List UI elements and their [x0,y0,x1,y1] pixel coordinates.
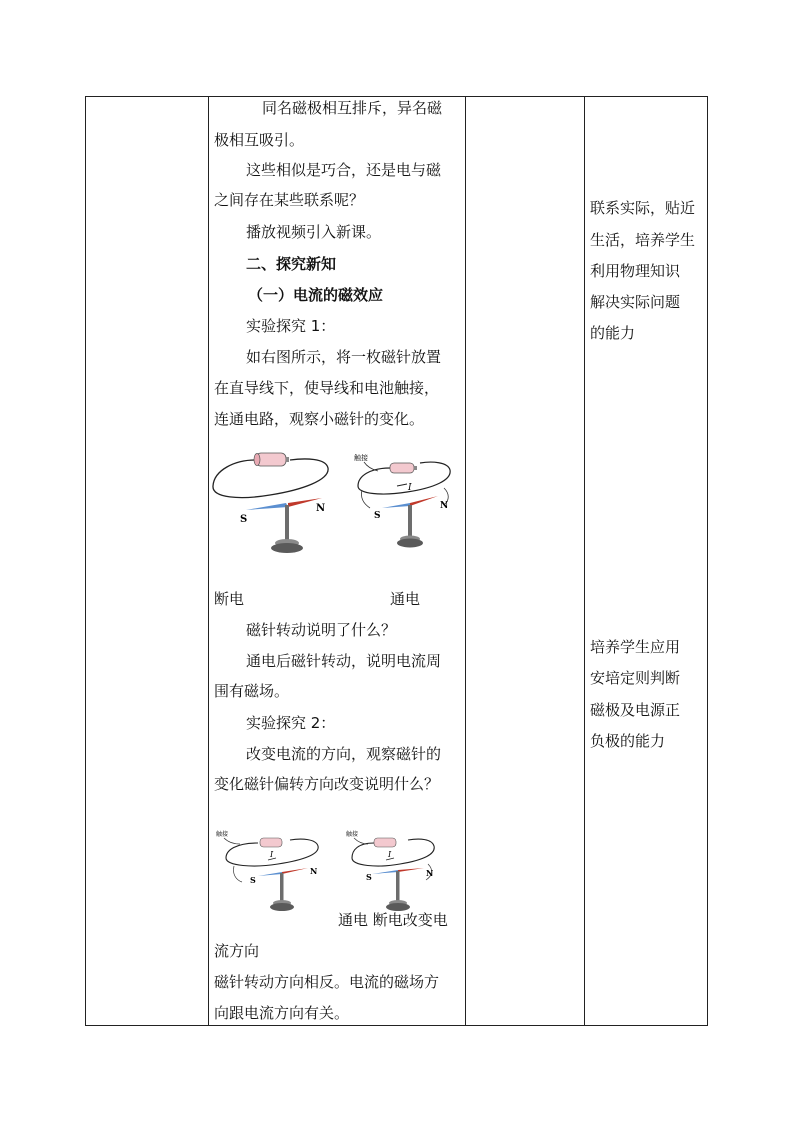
label-touch: 触接 [216,831,229,838]
label-n: N [316,503,326,514]
figure-circuit-on [352,448,456,552]
text-line: 在直导线下，使导线和电池触接， [214,379,440,397]
design-note-line: 负极的能力 [590,732,666,750]
text-line: 同名磁极相互排斥，异名磁 [262,99,443,117]
design-note-line: 解决实际问题 [590,293,681,311]
caption-2: 通电 断电改变电 [338,911,448,929]
design-note-line: 培养学生应用 [590,638,681,656]
question: 磁针转动说明了什么？ [246,621,397,639]
text-line: 这些相似是巧合，还是电与磁 [246,161,442,179]
conclusion-line: 向跟电流方向有关。 [214,1004,350,1022]
design-note-line: 的能力 [590,324,636,342]
experiment-label: 实验探究 2： [246,714,336,732]
label-n: N [440,501,449,511]
text-line: 极相互吸引。 [214,131,305,149]
figure-circuit-off [210,448,332,560]
label-s: S [250,875,256,885]
subsection-heading: （一）电流的磁效应 [248,286,384,304]
text-line: 播放视频引入新课。 [246,223,382,241]
caption-off: 断电 [214,590,245,608]
design-note-line: 利用物理知识 [590,262,681,280]
figure-reversed-off [344,828,444,914]
column-divider-2 [465,97,466,1025]
text-line: 通电后磁针转动，说明电流周 [246,652,442,670]
label-n: N [426,868,434,878]
text-line: 围有磁场。 [214,682,290,700]
design-note-line: 磁极及电源正 [590,701,681,719]
text-line: 如右图所示，将一枚磁针放置 [246,348,442,366]
label-current: I [408,483,412,493]
design-note-line: 联系实际，贴近 [590,199,696,217]
label-s: S [366,872,372,882]
conclusion-line: 磁针转动方向相反。电流的磁场方 [214,973,440,991]
label-s: S [240,514,248,525]
label-current: I [270,850,274,859]
text-line: 变化磁针偏转方向改变说明什么？ [214,775,440,793]
column-divider-1 [208,97,209,1025]
label-touch: 触接 [346,831,359,838]
design-note-line: 安培定则判断 [590,669,681,687]
section-heading: 二、探究新知 [246,255,337,273]
text-line: 连通电路，观察小磁针的变化。 [214,410,425,428]
experiment-label: 实验探究 1： [246,317,336,335]
label-touch: 触接 [354,454,368,462]
figure-reversed-on [214,828,326,914]
column-divider-3 [584,97,585,1025]
label-current: I [388,850,392,859]
design-note-line: 生活，培养学生 [590,231,696,249]
caption-on: 通电 [390,590,421,608]
caption-2-cont: 流方向 [214,942,260,960]
label-s: S [374,511,381,521]
text-line: 之间存在某些联系呢？ [214,191,365,209]
label-n: N [310,866,318,876]
text-line: 改变电流的方向，观察磁针的 [246,745,442,763]
